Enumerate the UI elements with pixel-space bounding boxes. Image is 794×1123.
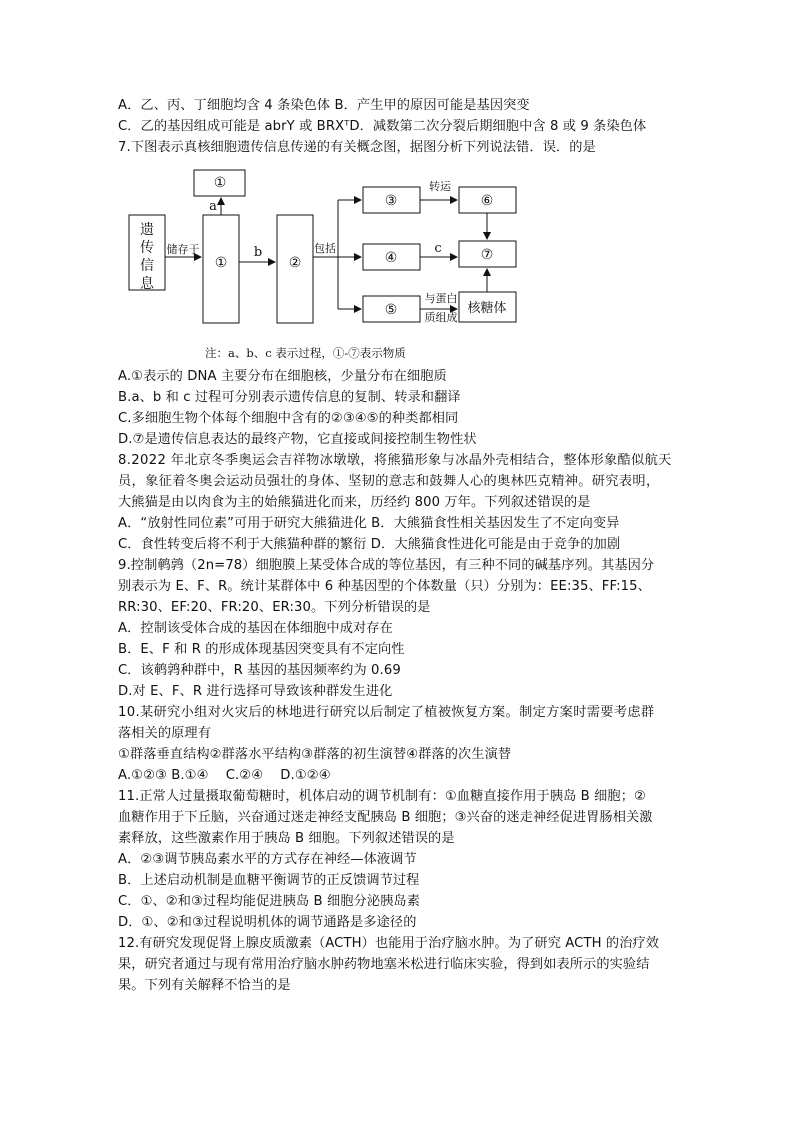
label-circle2: ② (288, 255, 302, 271)
question-10-items: ①群落垂直结构②群落水平结构③群落的初生演替④群落的次生演替 (118, 747, 512, 762)
label-circle7: ⑦ (480, 247, 494, 263)
label-ribosome: 核糖体 (467, 301, 507, 316)
question-11-stem: 血糖作用于下丘脑，兴奋通过迷走神经支配胰岛 B 细胞；③兴奋的迷走神经促进胃肠相关激 (118, 810, 653, 825)
option-a: A.①表示的 DNA 主要分布在细胞核，少量分布在细胞质 (118, 369, 447, 384)
option-a: A．控制该受体合成的基因在体细胞中成对存在 (118, 621, 393, 636)
question-12-stem: 果。下列有关解释不恰当的是 (118, 978, 291, 993)
label-circle3: ③ (384, 193, 398, 209)
question-9-stem: 9.控制鹌鹑（2n=78）细胞膜上某受体合成的等位基因，有三种不同的碱基序列。其基因分 (118, 558, 655, 573)
label-c: c (434, 241, 442, 256)
option-line: A．乙、丙、丁细胞均含 4 条染色体 B．产生甲的原因可能是基因突变 (118, 98, 530, 113)
option-c: C．①、②和③过程均能促进胰岛 B 细胞分泌胰岛素 (118, 894, 420, 909)
option-d: D.⑦是遗传信息表达的最终产物，它直接或间接控制生物性状 (118, 432, 477, 447)
label-circle1-top: ① (213, 175, 227, 191)
source-char-3: 信 (140, 258, 154, 274)
question-10-stem: 落相关的原理有 (118, 726, 212, 741)
question-9-stem: RR:30、EF:20、FR:20、ER:30。下列分析错误的是 (118, 600, 431, 615)
option-line: C．乙的基因组成可能是 abrY 或 BRXᵀD．减数第二次分裂后期细胞中含 8 或 9 条染色体 (118, 119, 647, 134)
option-b: B.a、b 和 c 过程可分别表示遗传信息的复制、转录和翻译 (118, 390, 461, 405)
question-9-stem: 别表示为 E、F、R。统计某群体中 6 种基因型的个体数量（只）分别为：EE:35、FF:15、 (118, 579, 651, 594)
option-line: A．“放射性同位素”可用于研究大熊猫进化 B．大熊猫食性相关基因发生了不定向变异 (118, 516, 620, 531)
question-12-stem: 果，研究者通过与现有常用治疗脑水肿药物地塞米松进行临床实验，得到如表所示的实验结 (118, 957, 650, 972)
label-circle4: ④ (384, 250, 398, 266)
question-11-stem: 11.正常人过量摄取葡萄糖时，机体启动的调节机制有：①血糖直接作用于胰岛 B 细胞；② (118, 789, 646, 804)
label-transport: 转运 (429, 180, 451, 193)
option-c: C.多细胞生物个体每个细胞中含有的②③④⑤的种类都相同 (118, 411, 459, 426)
option-d: D．①、②和③过程说明机体的调节通路是多途径的 (118, 915, 417, 930)
option-d: D.对 E、F、R 进行选择可导致该种群发生进化 (118, 684, 393, 699)
label-circle5: ⑤ (384, 302, 398, 318)
option-b: B．上述启动机制是血糖平衡调节的正反馈调节过程 (118, 873, 420, 888)
option-b: B．E、F 和 R 的形成体现基因突变具有不定向性 (118, 642, 405, 657)
question-10-options: A.①②③ B.①④ C.②④ D.①②④ (118, 768, 331, 783)
label-with-protein-2: 质组成 (424, 311, 458, 324)
diagram-note: 注：a、b、c 表示过程，①-⑦表示物质 (205, 346, 406, 360)
question-8-stem: 8.2022 年北京冬季奥运会吉祥物冰墩墩，将熊猫形象与冰晶外壳相结合，整体形象酷似航天 (118, 453, 672, 468)
label-includes: 包括 (314, 242, 336, 255)
label-with-protein-1: 与蛋白 (424, 292, 458, 305)
label-circle1: ① (214, 255, 228, 271)
source-char-1: 遗 (140, 222, 154, 238)
label-circle6: ⑥ (480, 193, 494, 209)
option-c: C．该鹌鹑种群中，R 基因的基因频率约为 0.69 (118, 663, 401, 678)
label-b: b (253, 245, 263, 260)
label-a: a (209, 199, 217, 214)
question-11-stem: 素释放，这些激素作用于胰岛 B 细胞。下列叙述错误的是 (118, 831, 455, 846)
question-10-stem: 10.某研究小组对火灾后的林地进行研究以后制定了植被恢复方案。制定方案时需要考虑群 (118, 705, 655, 720)
option-a: A．②③调节胰岛素水平的方式存在神经—体液调节 (118, 852, 417, 867)
source-char-4: 息 (140, 276, 154, 292)
question-12-stem: 12.有研究发现促肾上腺皮质激素（ACTH）也能用于治疗脑水肿。为了研究 ACTH 的治疗效 (118, 936, 660, 951)
label-stored-in: 储存于 (166, 243, 200, 256)
question-8-stem: 大熊猫是由以肉食为主的始熊猫进化而来，历经约 800 万年。下列叙述错误的是 (118, 495, 591, 510)
question-7-stem: 7.下图表示真核细胞遗传信息传递的有关概念图，据图分析下列说法错．误．的是 (118, 140, 596, 155)
option-line: C．食性转变后将不利于大熊猫种群的繁衍 D．大熊猫食性进化可能是由于竞争的加剧 (118, 537, 621, 552)
source-char-2: 传 (140, 240, 154, 256)
question-8-stem: 员，象征着冬奥会运动员强壮的身体、坚韧的意志和鼓舞人心的奥林匹克精神。研究表明， (118, 474, 660, 489)
